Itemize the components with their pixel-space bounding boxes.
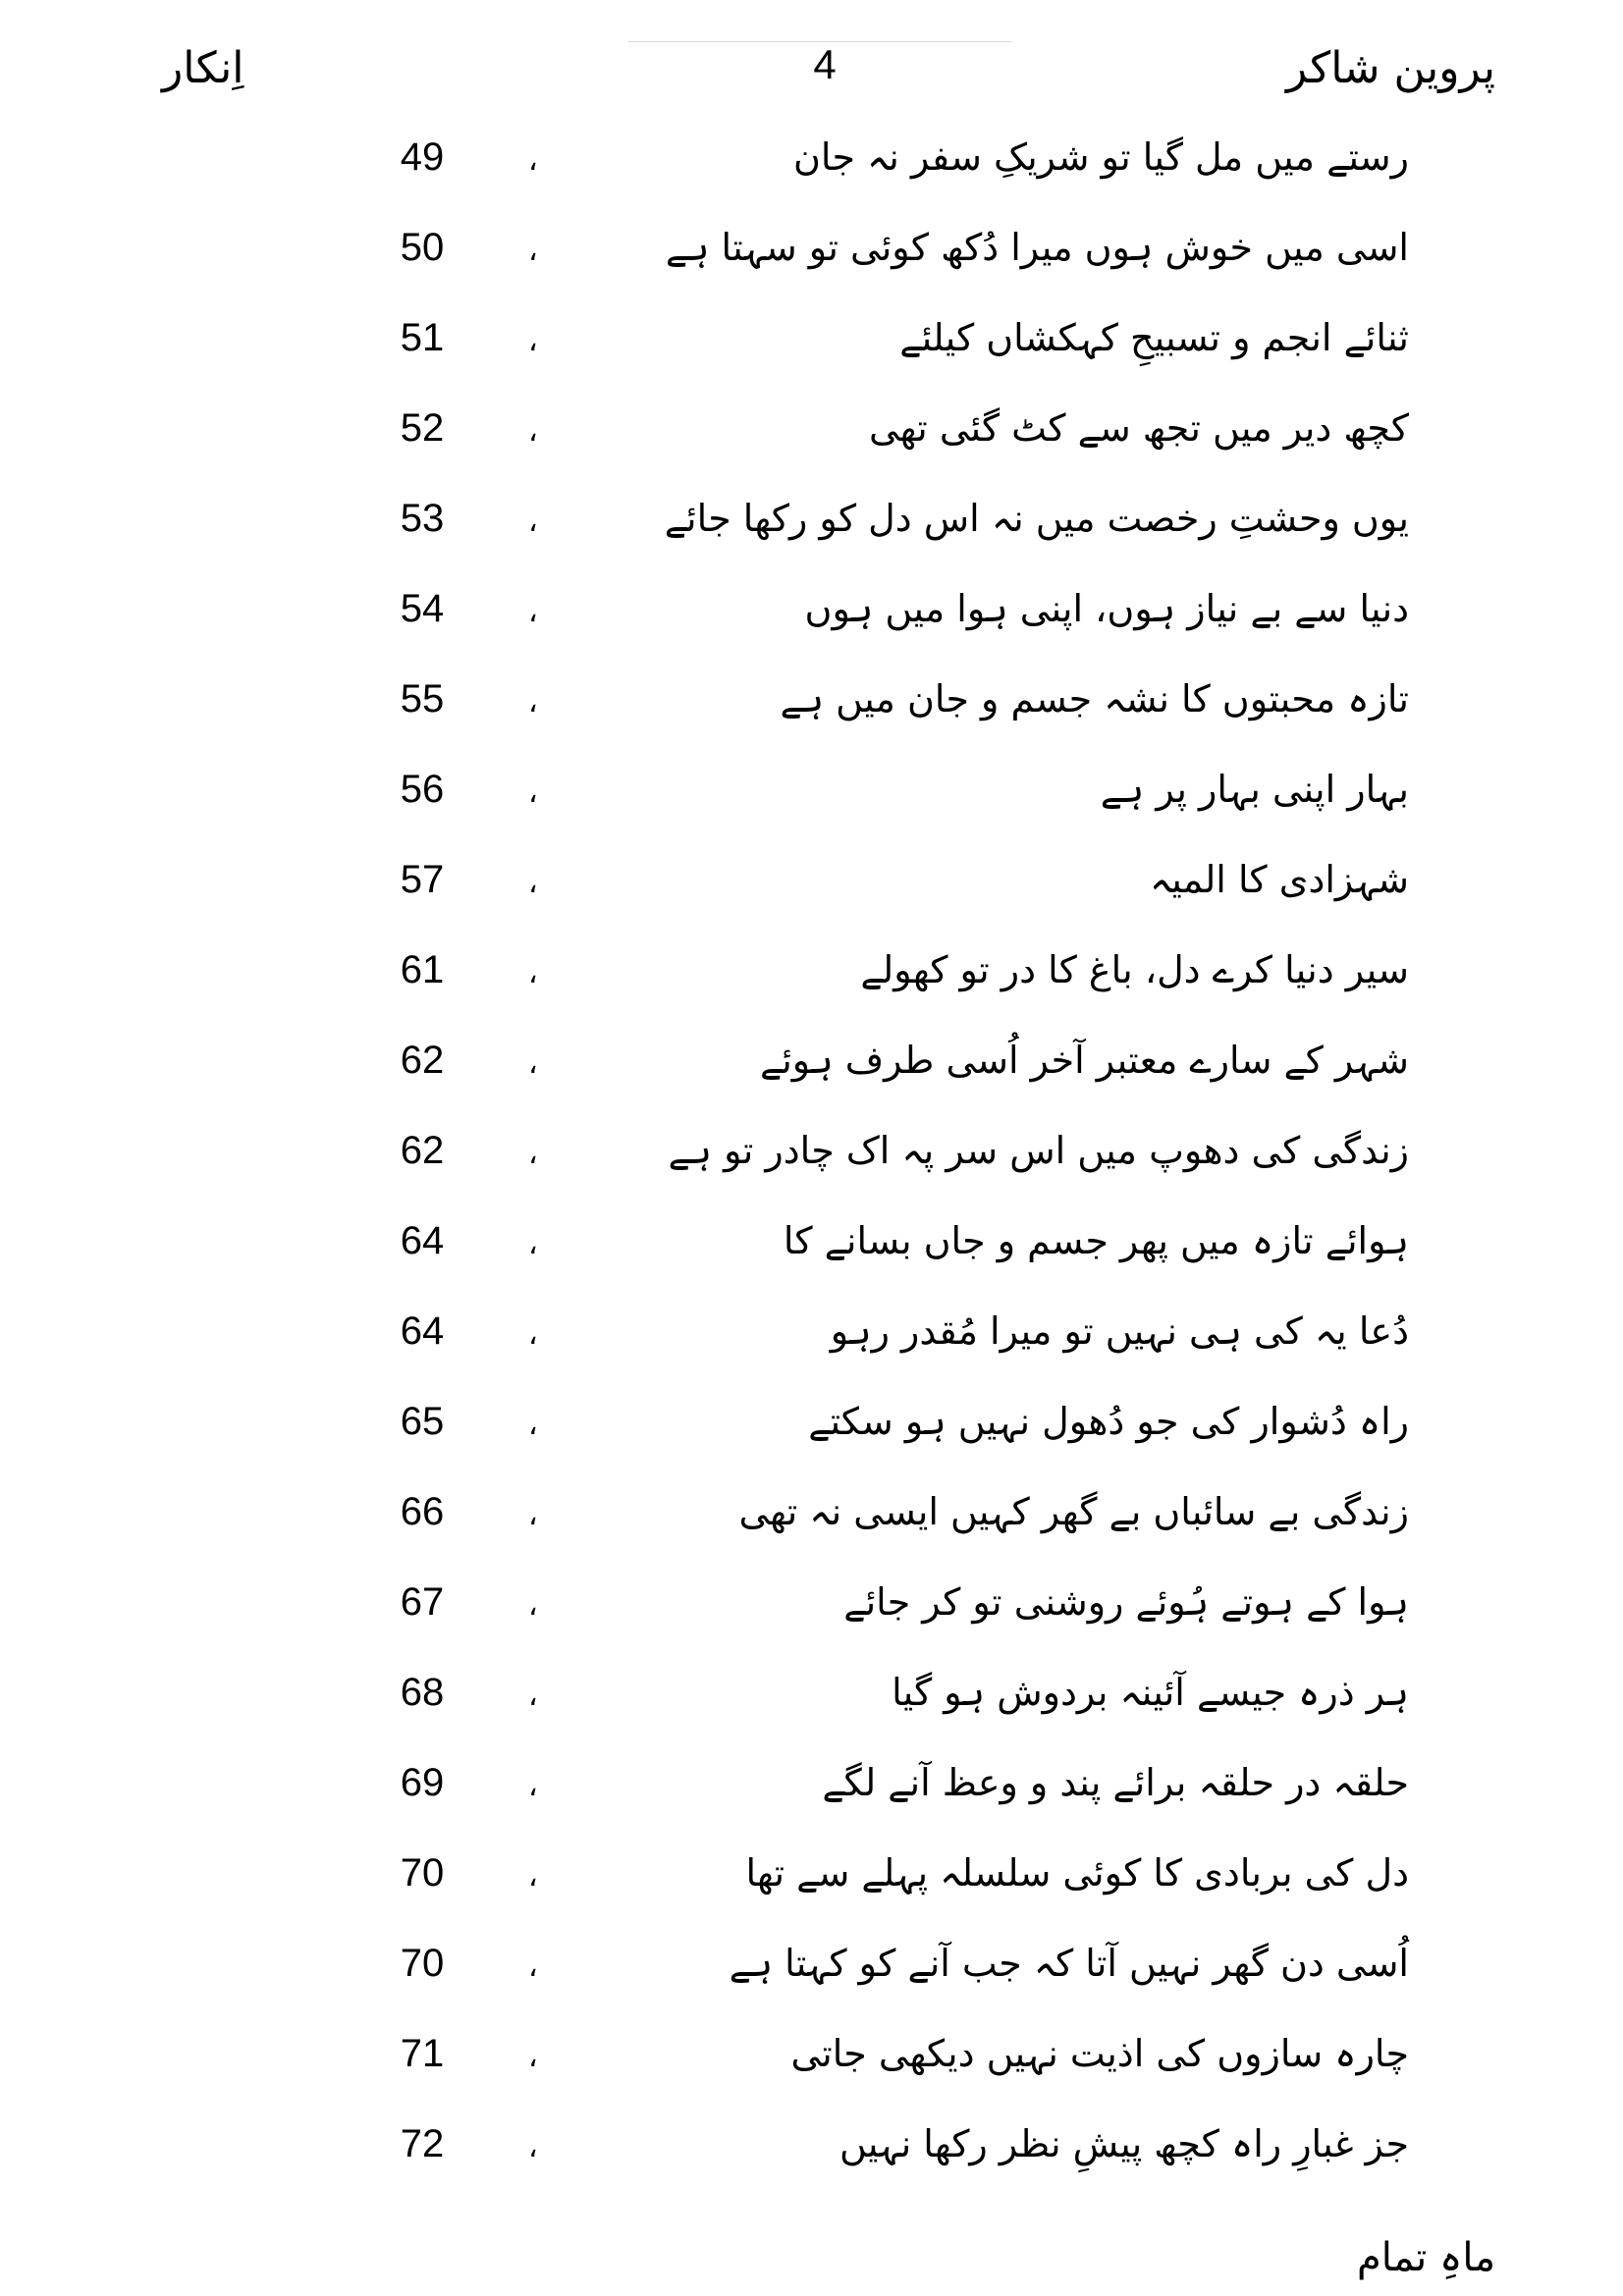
header-author: پروین شاکر xyxy=(1286,43,1495,93)
toc-separator: ، xyxy=(528,234,538,268)
toc-page-number: 55 xyxy=(400,677,445,721)
toc-title: دنیا سے بے نیاز ہوں، اپنی ہوا میں ہوں xyxy=(804,587,1409,630)
toc-row xyxy=(0,1472,1623,1563)
toc-row xyxy=(0,2105,1623,2195)
toc-row xyxy=(0,840,1623,931)
toc-title: ہوا کے ہوتے ہُوئے روشنی تو کر جائے xyxy=(843,1580,1409,1624)
toc-separator: ، xyxy=(528,685,538,720)
toc-page-number: 52 xyxy=(400,406,445,450)
toc-page-number: 68 xyxy=(400,1671,445,1714)
toc-row xyxy=(0,1834,1623,1924)
toc-row xyxy=(0,2014,1623,2105)
toc-title: چارہ سازوں کی اذیت نہیں دیکھی جاتی xyxy=(790,2032,1409,2075)
toc-separator: ، xyxy=(528,1137,538,1171)
toc-row xyxy=(0,298,1623,389)
footer-book-title: ماہِ تمام xyxy=(1357,2235,1495,2280)
toc-row xyxy=(0,569,1623,660)
toc-page-number: 71 xyxy=(400,2032,445,2075)
toc-page-number: 49 xyxy=(400,135,445,179)
toc-title: رستے میں مل گیا تو شریکِ سفر نہ جان xyxy=(792,135,1409,179)
toc-row xyxy=(0,931,1623,1021)
toc-separator: ، xyxy=(528,1046,538,1081)
toc-separator: ، xyxy=(528,956,538,990)
toc-title: دل کی بربادی کا کوئی سلسلہ پہلے سے تھا xyxy=(745,1851,1409,1895)
toc-separator: ، xyxy=(528,1949,538,1984)
toc-page-number: 64 xyxy=(400,1309,445,1353)
header-section-title: اِنکار xyxy=(162,43,244,93)
toc-row xyxy=(0,1292,1623,1382)
toc-title: تازہ محبتوں کا نشہ جسم و جان میں ہے xyxy=(780,677,1409,721)
toc-separator: ، xyxy=(528,1588,538,1623)
toc-separator: ، xyxy=(528,1317,538,1352)
toc-separator: ، xyxy=(528,143,538,178)
toc-separator: ، xyxy=(528,324,538,358)
toc-title: ہوائے تازہ میں پھر جسم و جاں بسانے کا xyxy=(783,1219,1409,1262)
toc-title: اسی میں خوش ہوں میرا دُکھ کوئی تو سہتا ہے xyxy=(665,226,1409,269)
toc-page-number: 50 xyxy=(400,226,445,269)
toc-separator: ، xyxy=(528,1227,538,1261)
toc-separator: ، xyxy=(528,1408,538,1442)
toc-title: کچھ دیر میں تجھ سے کٹ گئی تھی xyxy=(868,406,1409,450)
toc-separator: ، xyxy=(528,1498,538,1532)
toc-page-number: 56 xyxy=(400,768,445,811)
toc-title: دُعا یہ کی ہی نہیں تو میرا مُقدر رہو xyxy=(830,1309,1409,1353)
toc-separator: ، xyxy=(528,505,538,539)
toc-row xyxy=(0,1653,1623,1743)
toc-title: ہر ذرہ جیسے آئینہ بردوش ہو گیا xyxy=(892,1671,1409,1714)
toc-page-number: 62 xyxy=(400,1039,445,1082)
toc-row xyxy=(0,389,1623,479)
toc-separator: ، xyxy=(528,414,538,449)
toc-row xyxy=(0,750,1623,840)
toc-title: زندگی کی دھوپ میں اس سر پہ اک چادر تو ہے xyxy=(668,1129,1409,1172)
toc-title: حلقہ در حلقہ برائے پند و وعظ آنے لگے xyxy=(822,1761,1409,1804)
toc-row xyxy=(0,1563,1623,1653)
toc-page-number: 51 xyxy=(400,316,445,359)
toc-row xyxy=(0,1924,1623,2014)
toc-row xyxy=(0,479,1623,569)
toc-separator: ، xyxy=(528,775,538,810)
toc-title: زندگی بے سائباں بے گھر کہیں ایسی نہ تھی xyxy=(738,1490,1409,1533)
toc-page-number: 53 xyxy=(400,497,445,540)
toc-title: سیر دنیا کرے دل، باغ کا در تو کھولے xyxy=(860,948,1409,991)
toc-page-number: 70 xyxy=(400,1942,445,1985)
toc-row xyxy=(0,1111,1623,1201)
toc-row xyxy=(0,118,1623,208)
toc-page-number: 62 xyxy=(400,1129,445,1172)
toc-separator: ، xyxy=(528,595,538,629)
toc-title: اُسی دن گھر نہیں آتا کہ جب آنے کو کہتا ہے xyxy=(729,1942,1409,1985)
toc-page-number: 65 xyxy=(400,1400,445,1443)
toc-separator: ، xyxy=(528,2130,538,2164)
toc-title: یوں وحشتِ رخصت میں نہ اس دل کو رکھا جائے xyxy=(664,497,1409,540)
toc-separator: ، xyxy=(528,2040,538,2074)
toc-title: بہار اپنی بہار پر ہے xyxy=(1100,768,1409,811)
toc-separator: ، xyxy=(528,866,538,900)
toc-title: جز غبارِ راہ کچھ پیشِ نظر رکھا نہیں xyxy=(839,2122,1409,2165)
toc-title: شہر کے سارے معتبر آخر اُسی طرف ہوئے xyxy=(759,1039,1409,1082)
toc-page-number: 61 xyxy=(400,948,445,991)
toc-row xyxy=(0,1201,1623,1292)
toc-row xyxy=(0,1382,1623,1472)
table-of-contents xyxy=(0,118,1623,2195)
toc-page-number: 67 xyxy=(400,1580,445,1624)
toc-page-number: 57 xyxy=(400,858,445,901)
toc-row xyxy=(0,208,1623,298)
page-number: 4 xyxy=(813,41,837,87)
toc-page-number: 64 xyxy=(400,1219,445,1262)
toc-row xyxy=(0,660,1623,750)
toc-row xyxy=(0,1743,1623,1834)
toc-page-number: 66 xyxy=(400,1490,445,1533)
toc-page-number: 69 xyxy=(400,1761,445,1804)
toc-separator: ، xyxy=(528,1769,538,1803)
toc-separator: ، xyxy=(528,1679,538,1713)
toc-title: شہزادی کا المیہ xyxy=(1150,858,1409,901)
toc-page-number: 72 xyxy=(400,2122,445,2165)
toc-separator: ، xyxy=(528,1859,538,1894)
toc-title: راہ دُشوار کی جو دُھول نہیں ہو سکتے xyxy=(808,1400,1409,1443)
toc-title: ثنائے انجم و تسبیحِ کہکشاں کیلئے xyxy=(899,316,1409,359)
toc-page-number: 54 xyxy=(400,587,445,630)
toc-row xyxy=(0,1021,1623,1111)
toc-page-number: 70 xyxy=(400,1851,445,1895)
